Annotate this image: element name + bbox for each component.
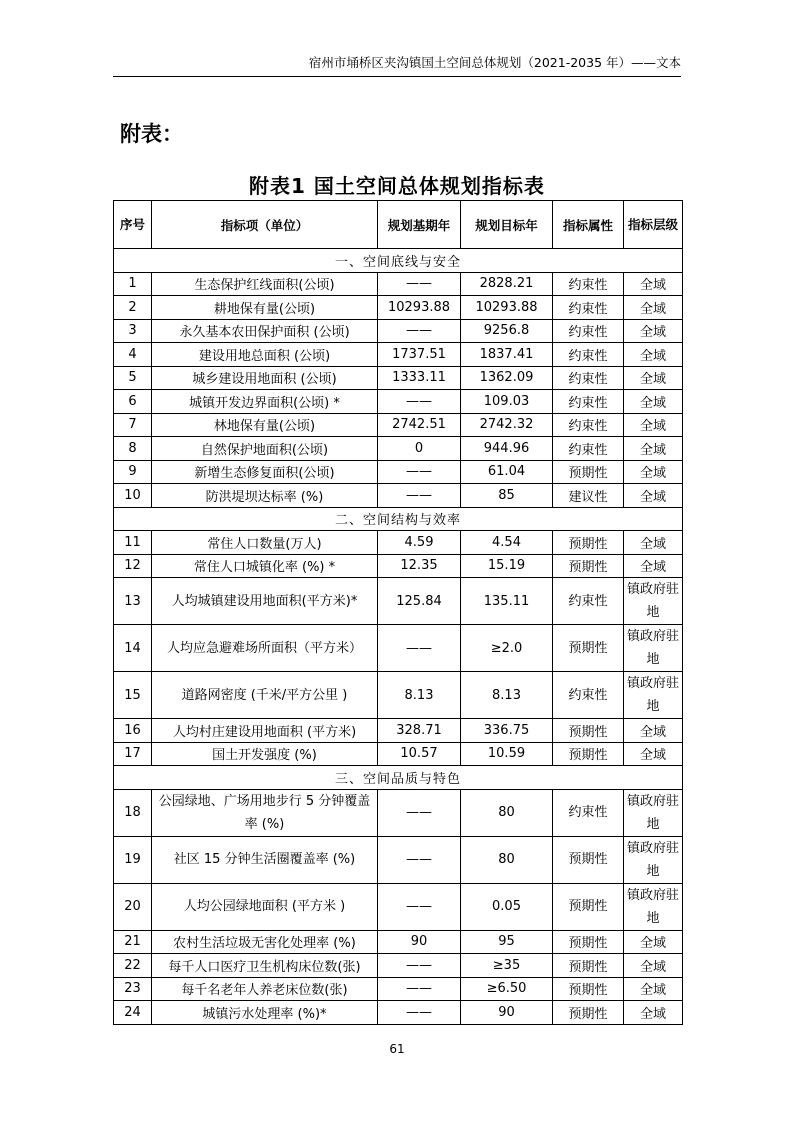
cell-level: 镇政府驻地	[624, 789, 683, 836]
cell-indicator: 林地保有量(公顷)	[152, 413, 378, 437]
cell-target: 9256.8	[461, 319, 553, 343]
table-row	[114, 883, 683, 930]
cell-target: 8.13	[461, 672, 553, 719]
cell-base: 8.13	[378, 672, 461, 719]
table-row	[114, 343, 683, 367]
cell-attribute: 预期性	[553, 954, 624, 978]
header-target-year: 规划目标年	[461, 201, 553, 249]
cell-target: 85	[461, 484, 553, 508]
cell-base: 2742.51	[378, 413, 461, 437]
cell-indicator: 每千名老年人养老床位数(张)	[152, 977, 378, 1001]
cell-no: 24	[114, 1001, 152, 1025]
cell-level: 全域	[624, 930, 683, 954]
cell-indicator: 新增生态修复面积(公顷)	[152, 460, 378, 484]
cell-attribute: 预期性	[553, 930, 624, 954]
table-row	[114, 554, 683, 578]
cell-level: 全域	[624, 296, 683, 320]
table-row	[114, 977, 683, 1001]
table-row	[114, 437, 683, 461]
cell-target: 61.04	[461, 460, 553, 484]
cell-no: 16	[114, 719, 152, 743]
cell-base: 12.35	[378, 554, 461, 578]
cell-indicator: 每千人口医疗卫生机构床位数(张)	[152, 954, 378, 978]
cell-no: 23	[114, 977, 152, 1001]
cell-indicator: 社区 15 分钟生活圈覆盖率 (%)	[152, 836, 378, 883]
section-title: 一、空间底线与安全	[114, 249, 683, 273]
cell-target: 336.75	[461, 719, 553, 743]
cell-target: 944.96	[461, 437, 553, 461]
cell-base: 125.84	[378, 578, 461, 625]
table-row	[114, 578, 683, 625]
cell-attribute: 约束性	[553, 437, 624, 461]
cell-base: ——	[378, 883, 461, 930]
cell-indicator: 耕地保有量(公顷)	[152, 296, 378, 320]
cell-no: 4	[114, 343, 152, 367]
cell-no: 18	[114, 789, 152, 836]
cell-no: 8	[114, 437, 152, 461]
table-row	[114, 836, 683, 883]
cell-level: 全域	[624, 413, 683, 437]
cell-attribute: 约束性	[553, 319, 624, 343]
cell-indicator: 人均城镇建设用地面积(平方米)*	[152, 578, 378, 625]
cell-base: ——	[378, 319, 461, 343]
section-row	[114, 766, 683, 790]
cell-no: 1	[114, 272, 152, 296]
cell-target: 10.59	[461, 742, 553, 766]
cell-target: 80	[461, 836, 553, 883]
table-row	[114, 789, 683, 836]
cell-target: 90	[461, 1001, 553, 1025]
table-row	[114, 390, 683, 414]
cell-no: 19	[114, 836, 152, 883]
header-base-year: 规划基期年	[378, 201, 461, 249]
cell-no: 9	[114, 460, 152, 484]
cell-indicator: 农村生活垃圾无害化处理率 (%)	[152, 930, 378, 954]
cell-level: 全域	[624, 977, 683, 1001]
table-row	[114, 272, 683, 296]
cell-attribute: 约束性	[553, 272, 624, 296]
table-row	[114, 742, 683, 766]
cell-attribute: 预期性	[553, 625, 624, 672]
cell-indicator: 城镇开发边界面积(公顷) *	[152, 390, 378, 414]
cell-attribute: 建议性	[553, 484, 624, 508]
table-row	[114, 672, 683, 719]
cell-indicator: 城乡建设用地面积 (公顷)	[152, 366, 378, 390]
cell-no: 21	[114, 930, 152, 954]
header-level: 指标层级	[624, 201, 683, 249]
cell-attribute: 约束性	[553, 672, 624, 719]
cell-level: 全域	[624, 554, 683, 578]
cell-base: 328.71	[378, 719, 461, 743]
cell-attribute: 约束性	[553, 390, 624, 414]
cell-attribute: 预期性	[553, 531, 624, 555]
cell-level: 镇政府驻地	[624, 578, 683, 625]
cell-level: 全域	[624, 742, 683, 766]
table-header-row	[114, 201, 683, 249]
table-row	[114, 484, 683, 508]
cell-attribute: 预期性	[553, 460, 624, 484]
cell-indicator: 人均村庄建设用地面积 (平方米)	[152, 719, 378, 743]
header-attribute: 指标属性	[553, 201, 624, 249]
cell-level: 全域	[624, 954, 683, 978]
cell-attribute: 预期性	[553, 554, 624, 578]
cell-attribute: 约束性	[553, 413, 624, 437]
cell-target: 2742.32	[461, 413, 553, 437]
cell-level: 全域	[624, 437, 683, 461]
table-row	[114, 460, 683, 484]
cell-indicator: 防洪堤坝达标率 (%)	[152, 484, 378, 508]
cell-target: 80	[461, 789, 553, 836]
cell-target: 4.54	[461, 531, 553, 555]
cell-level: 全域	[624, 719, 683, 743]
cell-indicator: 常住人口数量(万人)	[152, 531, 378, 555]
cell-base: ——	[378, 954, 461, 978]
cell-base: 1333.11	[378, 366, 461, 390]
cell-indicator: 国土开发强度 (%)	[152, 742, 378, 766]
cell-indicator: 常住人口城镇化率 (%) *	[152, 554, 378, 578]
table-title: 附表1 国土空间总体规划指标表	[249, 174, 545, 198]
cell-level: 全域	[624, 319, 683, 343]
cell-no: 17	[114, 742, 152, 766]
table-row	[114, 413, 683, 437]
cell-attribute: 约束性	[553, 343, 624, 367]
cell-no: 22	[114, 954, 152, 978]
cell-indicator: 公园绿地、广场用地步行 5 分钟覆盖率 (%)	[152, 789, 378, 836]
cell-target: 1362.09	[461, 366, 553, 390]
cell-base: 1737.51	[378, 343, 461, 367]
cell-base: 10293.88	[378, 296, 461, 320]
header-indicator: 指标项（单位）	[152, 201, 378, 249]
cell-attribute: 约束性	[553, 578, 624, 625]
table-row	[114, 930, 683, 954]
cell-no: 15	[114, 672, 152, 719]
cell-target: ≥6.50	[461, 977, 553, 1001]
cell-target: 2828.21	[461, 272, 553, 296]
cell-target: ≥35	[461, 954, 553, 978]
cell-attribute: 预期性	[553, 742, 624, 766]
cell-base: ——	[378, 625, 461, 672]
table-body	[114, 249, 683, 1025]
cell-indicator: 永久基本农田保护面积 (公顷)	[152, 319, 378, 343]
table-row	[114, 1001, 683, 1025]
cell-base: ——	[378, 460, 461, 484]
table-row	[114, 319, 683, 343]
cell-target: 1837.41	[461, 343, 553, 367]
cell-target: 109.03	[461, 390, 553, 414]
cell-level: 全域	[624, 1001, 683, 1025]
cell-no: 2	[114, 296, 152, 320]
cell-no: 11	[114, 531, 152, 555]
cell-no: 14	[114, 625, 152, 672]
cell-no: 6	[114, 390, 152, 414]
cell-indicator: 自然保护地面积(公顷)	[152, 437, 378, 461]
page-number: 61	[389, 1042, 405, 1056]
cell-no: 10	[114, 484, 152, 508]
cell-attribute: 约束性	[553, 789, 624, 836]
section-row	[114, 249, 683, 273]
cell-no: 13	[114, 578, 152, 625]
cell-level: 全域	[624, 460, 683, 484]
cell-level: 全域	[624, 390, 683, 414]
cell-no: 20	[114, 883, 152, 930]
cell-indicator: 人均应急避难场所面积（平方米）	[152, 625, 378, 672]
cell-target: 0.05	[461, 883, 553, 930]
cell-attribute: 预期性	[553, 1001, 624, 1025]
cell-indicator: 人均公园绿地面积 (平方米 )	[152, 883, 378, 930]
cell-indicator: 城镇污水处理率 (%)*	[152, 1001, 378, 1025]
table-row	[114, 296, 683, 320]
cell-target: 15.19	[461, 554, 553, 578]
cell-no: 7	[114, 413, 152, 437]
cell-attribute: 约束性	[553, 366, 624, 390]
cell-level: 镇政府驻地	[624, 625, 683, 672]
cell-level: 镇政府驻地	[624, 883, 683, 930]
cell-level: 镇政府驻地	[624, 672, 683, 719]
section-row	[114, 507, 683, 531]
cell-indicator: 建设用地总面积 (公顷)	[152, 343, 378, 367]
appendix-heading: 附表：	[120, 122, 183, 146]
cell-base: ——	[378, 977, 461, 1001]
cell-no: 5	[114, 366, 152, 390]
cell-attribute: 预期性	[553, 977, 624, 1001]
cell-level: 全域	[624, 484, 683, 508]
cell-indicator: 生态保护红线面积(公顷)	[152, 272, 378, 296]
cell-attribute: 预期性	[553, 719, 624, 743]
page-header: 宿州市埇桥区夹沟镇国土空间总体规划（2021-2035 年）——文本	[113, 54, 681, 77]
cell-target: 10293.88	[461, 296, 553, 320]
header-no: 序号	[114, 201, 152, 249]
cell-level: 镇政府驻地	[624, 836, 683, 883]
cell-indicator: 道路网密度 (千米/平方公里 )	[152, 672, 378, 719]
cell-base: ——	[378, 836, 461, 883]
cell-base: ——	[378, 484, 461, 508]
cell-target: ≥2.0	[461, 625, 553, 672]
cell-base: 10.57	[378, 742, 461, 766]
table-row	[114, 531, 683, 555]
cell-attribute: 约束性	[553, 296, 624, 320]
cell-no: 12	[114, 554, 152, 578]
cell-attribute: 预期性	[553, 836, 624, 883]
table-row	[114, 625, 683, 672]
cell-base: 90	[378, 930, 461, 954]
table-row	[114, 954, 683, 978]
cell-no: 3	[114, 319, 152, 343]
cell-base: 0	[378, 437, 461, 461]
table-row	[114, 366, 683, 390]
cell-base: 4.59	[378, 531, 461, 555]
cell-level: 全域	[624, 272, 683, 296]
cell-level: 全域	[624, 343, 683, 367]
cell-target: 135.11	[461, 578, 553, 625]
cell-base: ——	[378, 1001, 461, 1025]
cell-base: ——	[378, 789, 461, 836]
section-title: 三、空间品质与特色	[114, 766, 683, 790]
indicator-table	[113, 200, 683, 1025]
section-title: 二、空间结构与效率	[114, 507, 683, 531]
table-row	[114, 719, 683, 743]
cell-target: 95	[461, 930, 553, 954]
cell-base: ——	[378, 390, 461, 414]
cell-base: ——	[378, 272, 461, 296]
cell-level: 全域	[624, 531, 683, 555]
cell-attribute: 预期性	[553, 883, 624, 930]
cell-level: 全域	[624, 366, 683, 390]
